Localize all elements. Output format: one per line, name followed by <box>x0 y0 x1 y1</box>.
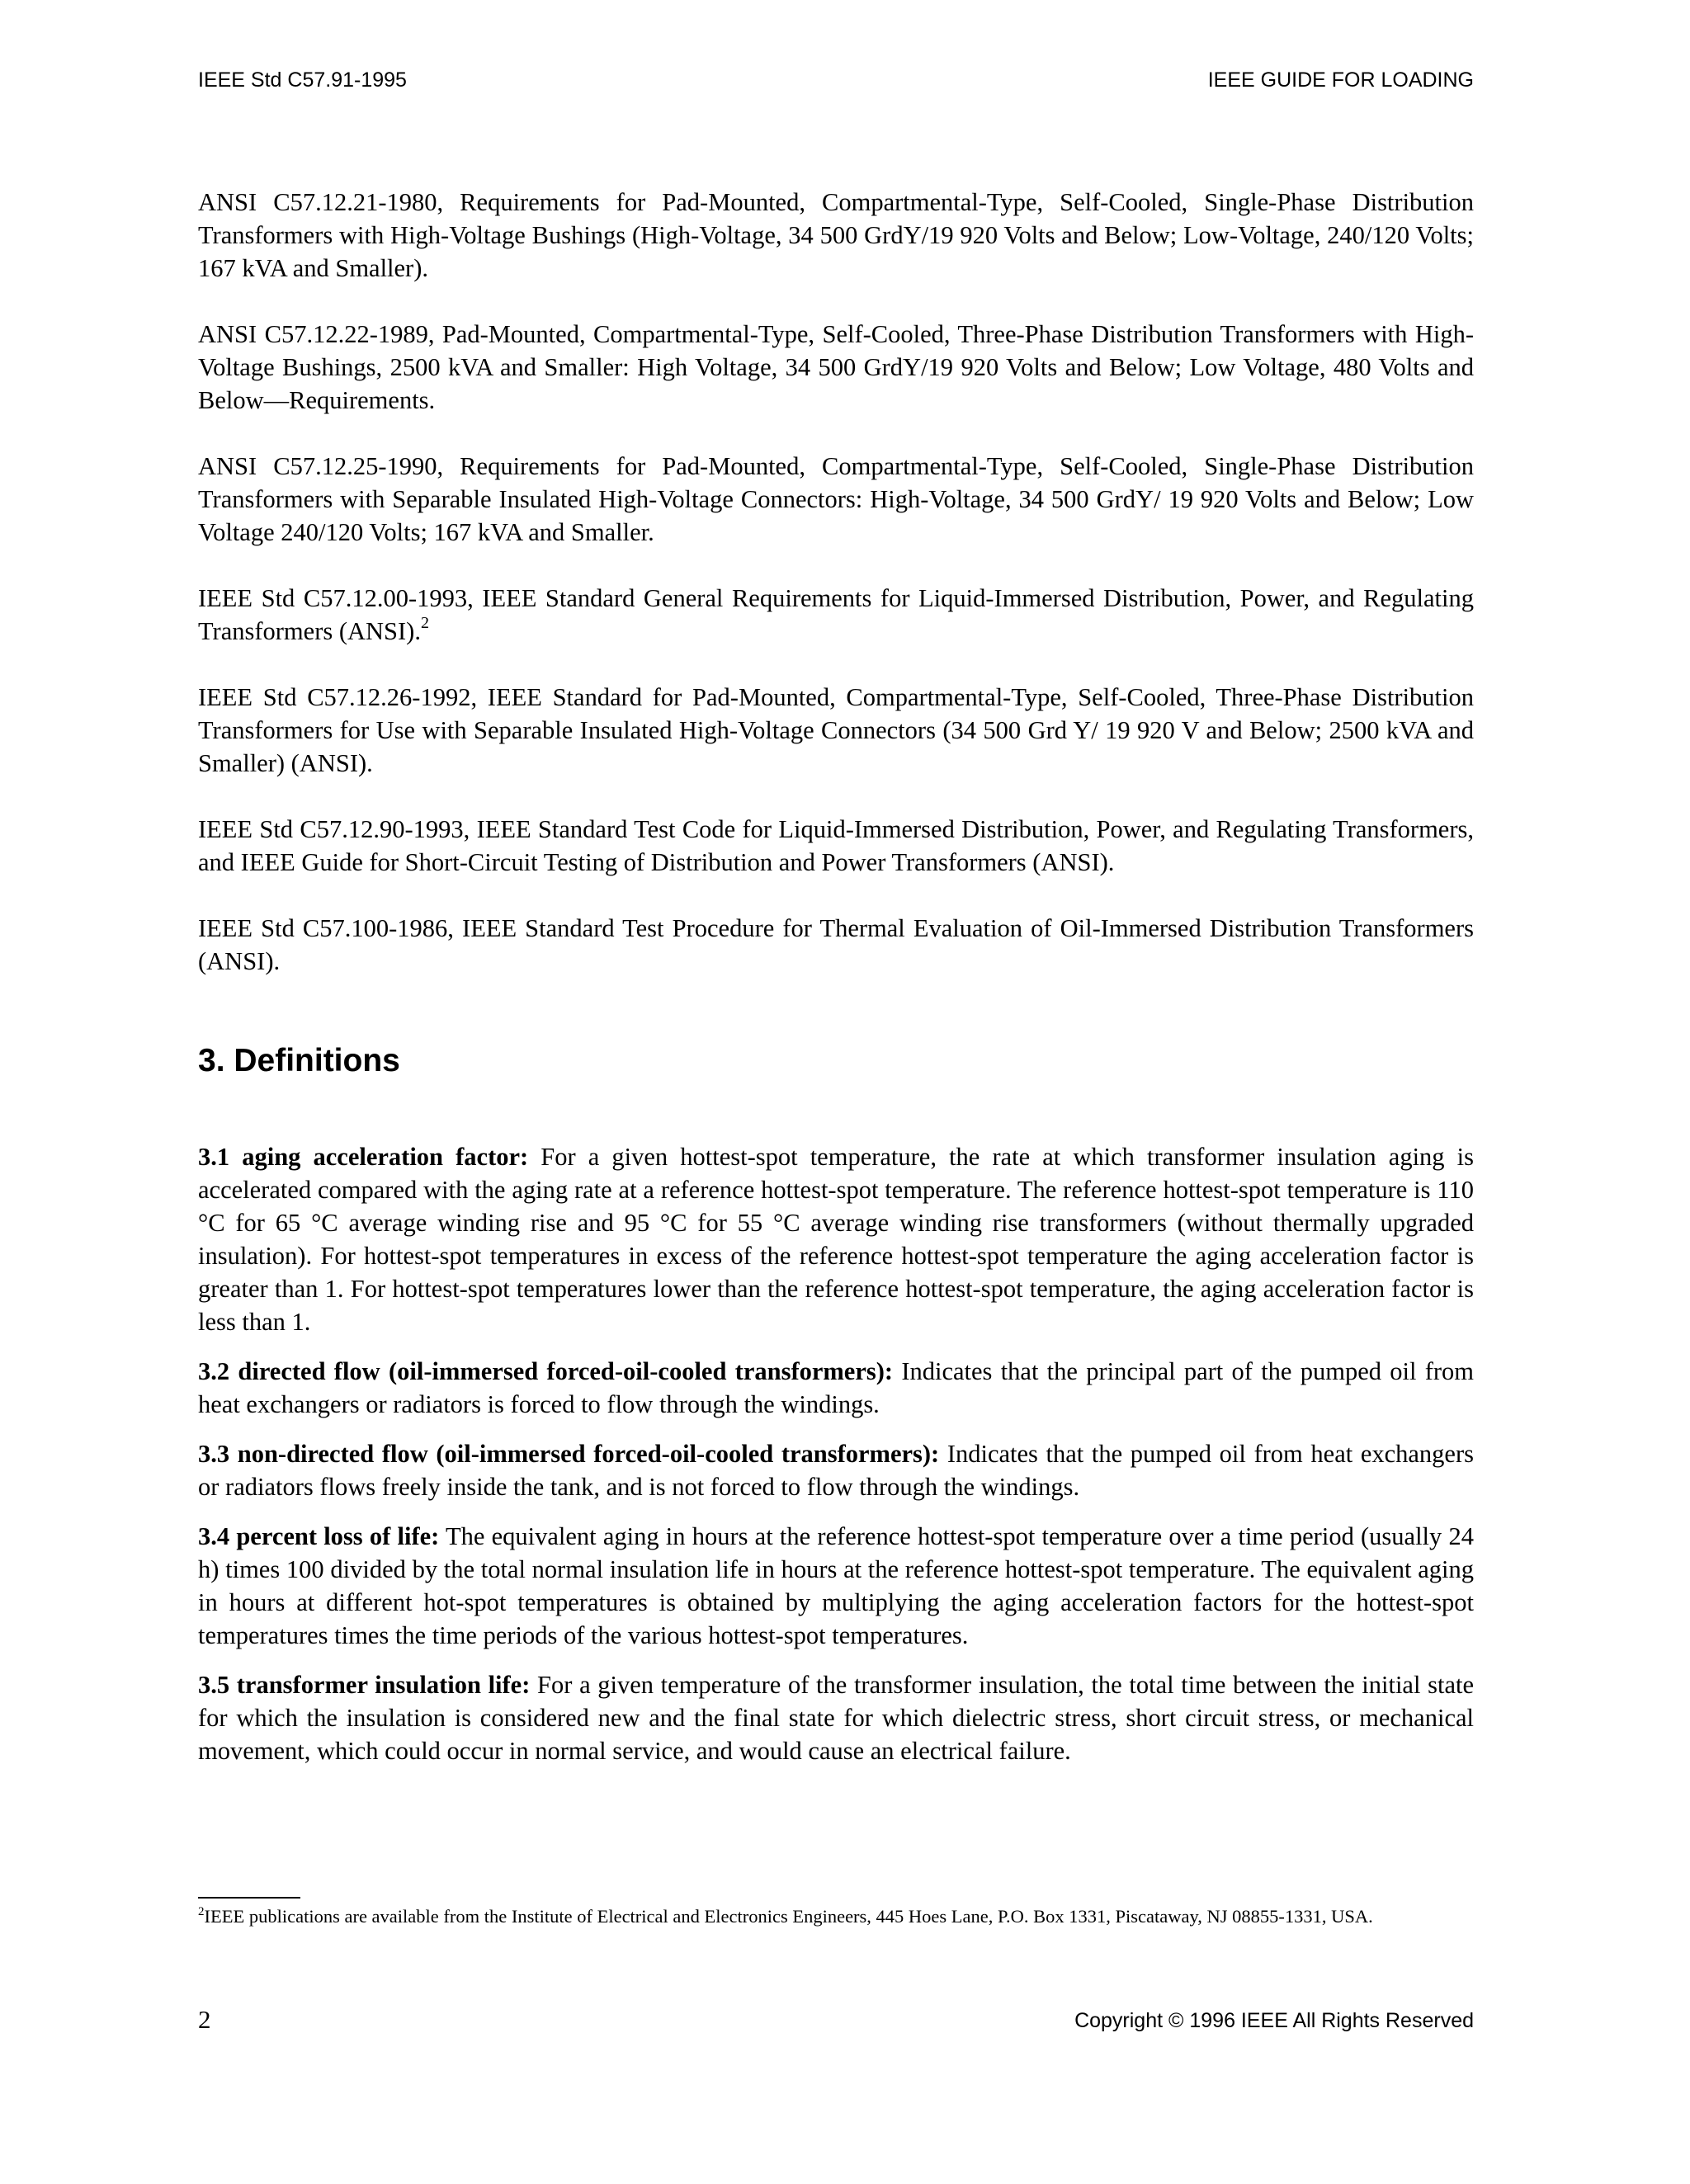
header-standard-number: IEEE Std C57.91-1995 <box>198 68 407 92</box>
definition-item <box>198 1355 1474 1421</box>
reference-item <box>198 681 1474 780</box>
reference-item <box>198 912 1474 978</box>
definitions-list <box>198 1140 1474 1784</box>
copyright-notice: Copyright © 1996 IEEE All Rights Reserved <box>1074 2009 1474 2032</box>
reference-text: IEEE Std C57.100-1986, IEEE Standard Test Procedure for Thermal Evaluation of Oil-Immersed Distribution Transformers (ANSI). <box>198 914 1474 975</box>
footnote-reference-mark: 2 <box>420 614 429 632</box>
normative-references-list <box>198 186 1474 1011</box>
footnote-text: IEEE publications are available from the Institute of Electrical and Electronics Engineers, 445 Hoes Lane, P.O. Box 1331, Piscataway, NJ 08855-1331, USA. <box>204 1906 1373 1927</box>
reference-item <box>198 813 1474 879</box>
reference-text: ANSI C57.12.21-1980, Requirements for Pad-Mounted, Compartmental-Type, Self-Cooled, Single-Phase Distribution Transformers with High-Voltage Bushings (High-Voltage, 34 500 GrdY/19 920 Volts and Below; Low-Voltage, 240/120 Volts; 167 kVA and Smaller). <box>198 188 1474 282</box>
definition-item <box>198 1437 1474 1503</box>
definition-text: For a given hottest-spot temperature, the rate at which transformer insulation aging is accelerated compared with the aging rate at a reference hottest-spot temperature. The reference hottest-spot temperature is 110 °C for 65 °C average winding rise and 95 °C for 55 °C average winding rise transformers (without thermally upgraded insulation). For hottest-spot temperatures in excess of the reference hottest-spot temperature the aging acceleration factor is greater than 1. For hottest-spot temperatures lower than the reference hottest-spot temperature, the aging acceleration factor is less than 1. <box>198 1143 1474 1336</box>
definition-term: 3.3 non-directed flow (oil-immersed forced-oil-cooled transformers): <box>198 1440 940 1468</box>
reference-item <box>198 186 1474 285</box>
reference-item <box>198 450 1474 549</box>
definition-text: Indicates that the principal part of the pumped oil from heat exchangers or radiators is forced to flow through the windings. <box>198 1357 1474 1418</box>
definition-term: 3.2 directed flow (oil-immersed forced-oil-cooled transformers): <box>198 1357 894 1385</box>
definition-item <box>198 1668 1474 1767</box>
running-header <box>198 66 1474 94</box>
footnote-mark: 2 <box>198 1905 205 1918</box>
reference-text: IEEE Std C57.12.90-1993, IEEE Standard Test Code for Liquid-Immersed Distribution, Power, and Regulating Transformers, and IEEE Guide for Short-Circuit Testing of Distribution and Power Transformers (ANSI). <box>198 815 1474 876</box>
reference-item <box>198 582 1474 648</box>
definition-item <box>198 1520 1474 1652</box>
definition-text: For a given temperature of the transformer insulation, the total time between the initial state for which the insulation is considered new and the final state for which dielectric stress, short circuit stress, or mechanical movement, which could occur in normal service, and would cause an electrical failure. <box>198 1671 1474 1765</box>
definition-term: 3.1 aging acceleration factor: <box>198 1143 529 1171</box>
definition-term: 3.5 transformer insulation life: <box>198 1671 531 1699</box>
page-number: 2 <box>198 2005 211 2034</box>
reference-text: ANSI C57.12.22-1989, Pad-Mounted, Compartmental-Type, Self-Cooled, Three-Phase Distribution Transformers with High-Voltage Bushings, 2500 kVA and Smaller: High Voltage, 34 500 GrdY/19 920 Volts and Below; Low Voltage, 480 Volts and Below—Requirements. <box>198 320 1474 414</box>
reference-item <box>198 318 1474 417</box>
footnote <box>198 1906 1474 1927</box>
definition-text: Indicates that the pumped oil from heat exchangers or radiators flows freely inside the tank, and is not forced to flow through the windings. <box>198 1440 1474 1501</box>
definition-term: 3.4 percent loss of life: <box>198 1522 440 1550</box>
reference-text: ANSI C57.12.25-1990, Requirements for Pad-Mounted, Compartmental-Type, Self-Cooled, Single-Phase Distribution Transformers with Separable Insulated High-Voltage Connectors: High-Voltage, 34 500 GrdY/ 19 920 Volts and Below; Low Voltage 240/120 Volts; 167 kVA and Smaller. <box>198 452 1474 546</box>
section-heading: 3. Definitions <box>198 1043 400 1078</box>
footnote-separator-rule <box>198 1897 300 1899</box>
reference-text: IEEE Std C57.12.00-1993, IEEE Standard General Requirements for Liquid-Immersed Distribution, Power, and Regulating Transformers (ANSI). <box>198 584 1474 645</box>
reference-text: IEEE Std C57.12.26-1992, IEEE Standard for Pad-Mounted, Compartmental-Type, Self-Cooled, Three-Phase Distribution Transformers for Use with Separable Insulated High-Voltage Connectors (34 500 Grd Y/ 19 920 V and Below; 2500 kVA and Smaller) (ANSI). <box>198 683 1474 777</box>
definition-text: The equivalent aging in hours at the reference hottest-spot temperature over a time period (usually 24 h) times 100 divided by the total normal insulation life in hours at the reference hottest-spot temperature. The equivalent aging in hours at different hot-spot temperatures is obtained by multiplying the aging acceleration factors for the hottest-spot temperatures times the time periods of the various hottest-spot temperatures. <box>198 1522 1474 1649</box>
running-footer <box>198 2003 1474 2036</box>
header-document-title: IEEE GUIDE FOR LOADING <box>1207 68 1474 92</box>
definition-item <box>198 1140 1474 1338</box>
